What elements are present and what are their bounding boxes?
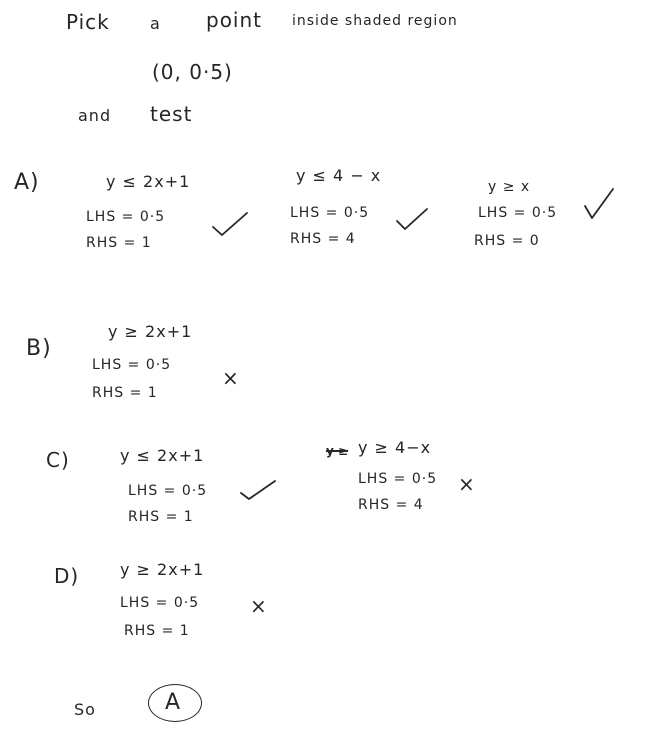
part-a-rhs-1: RHS = 1 <box>86 235 152 251</box>
part-c-lhs-1: LHS = 0·5 <box>128 483 208 499</box>
tick-icon <box>210 210 250 238</box>
part-b-lhs: LHS = 0·5 <box>92 357 172 373</box>
intro-word-a: a <box>150 14 161 33</box>
part-c-inequality-1: y ≤ 2x+1 <box>120 446 205 465</box>
intro-word-pick: Pick <box>66 10 110 34</box>
part-a-rhs-2: RHS = 4 <box>290 231 356 247</box>
cross-icon: × <box>222 366 239 390</box>
part-a-lhs-2: LHS = 0·5 <box>290 205 370 221</box>
part-d-label: D) <box>54 564 80 588</box>
part-a-inequality-1: y ≤ 2x+1 <box>106 172 191 191</box>
intro-word-test: test <box>150 102 193 126</box>
crossed-out-text: y ≥ <box>326 444 349 458</box>
part-d-lhs: LHS = 0·5 <box>120 595 200 611</box>
tick-icon <box>394 206 430 232</box>
part-c-rhs-2: RHS = 4 <box>358 497 424 513</box>
intro-word-point: point <box>206 8 263 32</box>
part-b-rhs: RHS = 1 <box>92 385 158 401</box>
part-b-label: B) <box>26 336 52 361</box>
part-d-inequality: y ≥ 2x+1 <box>120 560 205 579</box>
final-answer: A <box>165 690 181 715</box>
part-a-lhs-1: LHS = 0·5 <box>86 209 166 225</box>
part-b-inequality: y ≥ 2x+1 <box>108 322 193 341</box>
part-c-lhs-2: LHS = 0·5 <box>358 471 438 487</box>
tick-icon <box>582 186 616 222</box>
part-a-rhs-3: RHS = 0 <box>474 233 540 249</box>
part-a-label: A) <box>14 170 40 195</box>
tick-icon <box>238 478 278 502</box>
part-a-inequality-2: y ≤ 4 − x <box>296 166 382 185</box>
part-c-inequality-2: y ≥ 4−x <box>358 438 432 457</box>
part-a-inequality-3: y ≥ x <box>488 179 531 195</box>
intro-phrase-inside-shaded-region: inside shaded region <box>292 13 458 29</box>
part-c-rhs-1: RHS = 1 <box>128 509 194 525</box>
part-c-label: C) <box>46 448 70 472</box>
cross-icon: × <box>250 594 267 618</box>
part-a-lhs-3: LHS = 0·5 <box>478 205 558 221</box>
test-point: (0, 0·5) <box>152 60 233 84</box>
conclusion-so: So <box>74 700 96 719</box>
cross-icon: × <box>458 472 475 496</box>
intro-word-and: and <box>78 106 112 125</box>
part-d-rhs: RHS = 1 <box>124 623 190 639</box>
